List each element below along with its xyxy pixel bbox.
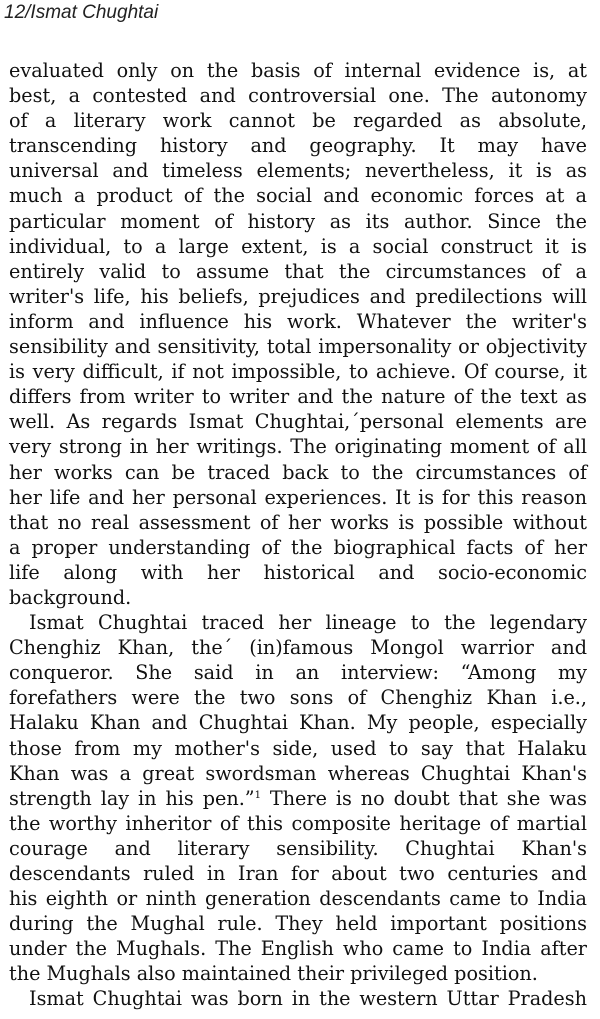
text-line-with-footnote — [9, 786, 587, 811]
body-text — [9, 58, 587, 1012]
text-line: his eighth or ninth generation descendants came to India — [9, 887, 587, 911]
running-head: 12/Ismat Chughtai — [4, 2, 159, 23]
text-line: a proper understanding of the biographical facts of her — [9, 535, 587, 559]
paragraph-3 — [9, 986, 587, 1011]
paragraph-1 — [9, 58, 587, 610]
paragraph-2 — [9, 610, 587, 986]
text-line: well. As regards Ismat Chughtai,´personal elements are — [9, 410, 587, 434]
text-line: of a literary work cannot be regarded as absolute, — [9, 109, 587, 133]
text-line: under the Mughals. The English who came to India after — [9, 937, 587, 961]
text-line: Chenghiz Khan, the´ (in)famous Mongol warrior and — [9, 636, 587, 660]
text-line: during the Mughal rule. They held important positions — [9, 912, 587, 936]
text-line: her works can be traced back to the circumstances of — [9, 460, 587, 484]
text-line: Halaku Khan and Chughtai Khan. My people, especially — [9, 711, 587, 735]
text-line: life along with her historical and socio-economic — [9, 560, 587, 584]
text-line: evaluated only on the basis of internal evidence is, at — [9, 59, 587, 82]
text-line: much a product of the social and economic forces at a — [9, 184, 587, 208]
text-line: conqueror. She said in an interview: “Among my — [9, 661, 587, 685]
text-line: the worthy inheritor of this composite heritage of martial — [9, 811, 587, 835]
text-line: Ismat Chughtai was born in the western Uttar Pradesh — [29, 987, 587, 1011]
footnote-marker[interactable]: 1 — [254, 789, 261, 801]
text-line: entirely valid to assume that the circumstances of a — [9, 259, 587, 283]
text-line: very strong in her writings. The originating moment of all — [9, 435, 587, 459]
text-line: courage and literary sensibility. Chughtai Khan's — [9, 836, 587, 860]
text-line: forefathers were the two sons of Chenghiz Khan i.e., — [9, 686, 587, 710]
text-line: descendants ruled in Iran for about two centuries and — [9, 862, 587, 885]
text-line: best, a contested and controversial one. The autonomy — [9, 84, 587, 108]
text-line: Khan was a great swordsman whereas Chughtai Khan's — [9, 761, 587, 785]
text-line: transcending history and geography. It may have — [9, 134, 587, 158]
text-line: is very difficult, if not impossible, to achieve. Of course, it — [9, 360, 587, 384]
text-line: those from my mother's side, used to say that Halaku — [9, 736, 587, 760]
text-line: Ismat Chughtai traced her lineage to the legendary — [29, 611, 587, 635]
text-segment: strength lay in his pen.” — [9, 786, 255, 810]
text-line: particular moment of history as its author. Since the — [9, 209, 587, 233]
text-line: that no real assessment of her works is possible without — [9, 510, 587, 534]
text-line: universal and timeless elements; nevertheless, it is as — [9, 159, 587, 183]
text-line: individual, to a large extent, is a social construct it is — [9, 234, 587, 258]
text-line: her life and her personal experiences. It is for this reason — [9, 485, 587, 509]
text-line: differs from writer to writer and the nature of the text as — [9, 385, 587, 409]
text-line: inform and influence his work. Whatever the writer's — [9, 309, 587, 333]
text-line: sensibility and sensitivity, total impersonality or objectivity — [9, 335, 587, 359]
text-line: the Mughals also maintained their privileged position. — [9, 962, 538, 986]
text-line: background. — [9, 585, 132, 609]
text-segment: There is no doubt that she was — [260, 786, 587, 810]
text-line: writer's life, his beliefs, prejudices and predilections will — [9, 284, 587, 308]
